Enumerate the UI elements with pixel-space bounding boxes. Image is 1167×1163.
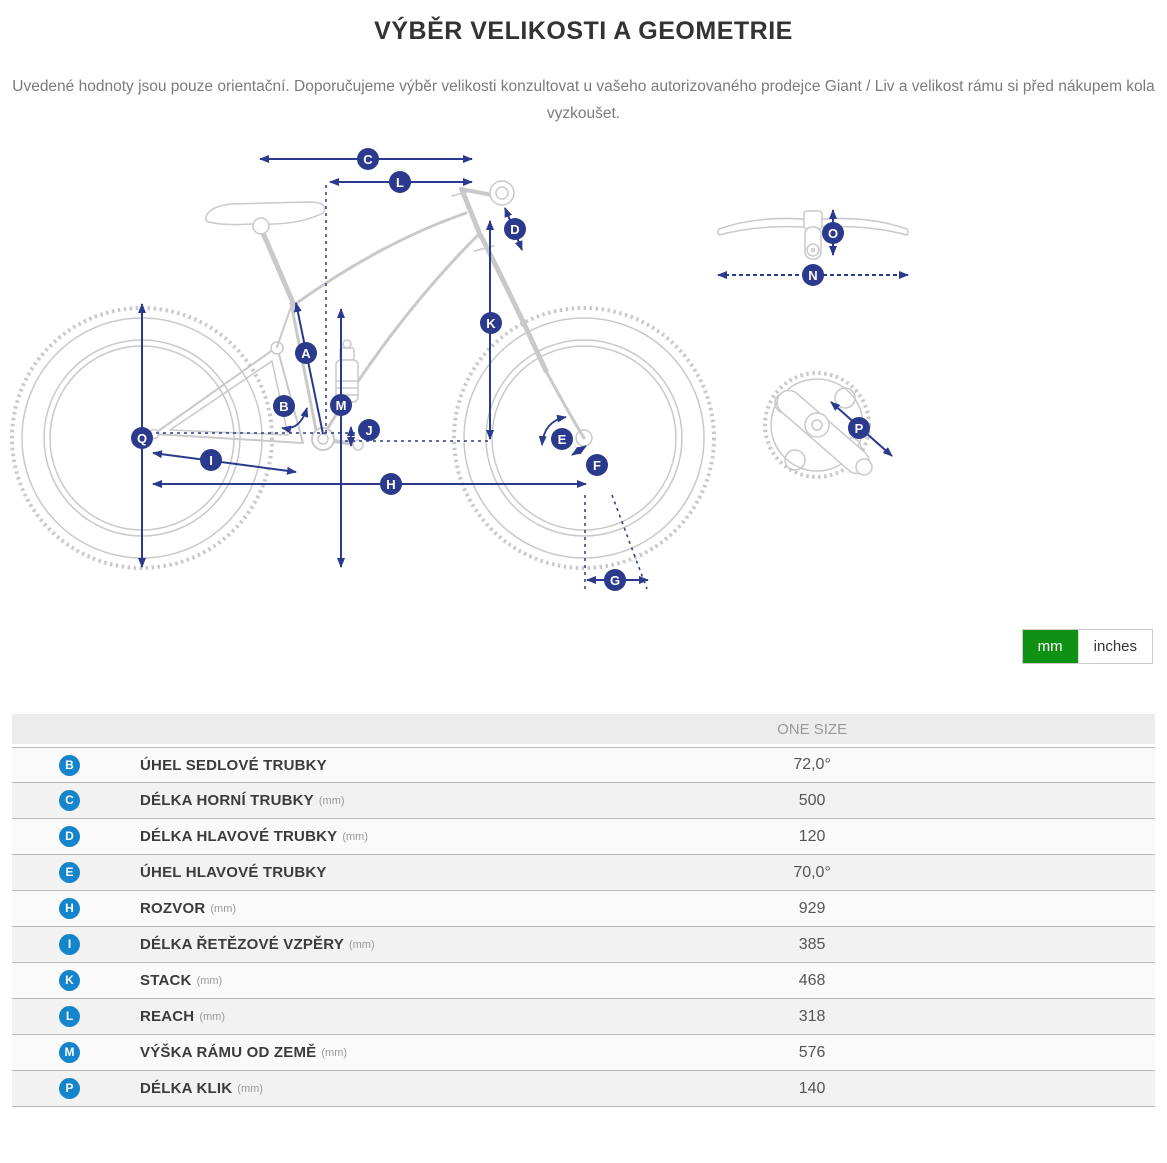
unit-toggle-row: [0, 629, 1153, 664]
svg-text:A: A: [301, 346, 311, 361]
row-value: 70,0°: [793, 863, 831, 881]
row-unit: (mm): [321, 1046, 348, 1059]
row-value: 385: [798, 935, 826, 953]
row-letter-badge: L: [59, 1006, 80, 1027]
svg-text:C: C: [363, 152, 373, 167]
svg-text:D: D: [510, 222, 520, 237]
svg-text:M: M: [335, 398, 347, 413]
row-label: DÉLKA ŘETĚZOVÉ VZPĚRY: [140, 936, 344, 953]
table-row: [12, 999, 1155, 1035]
row-unit: (mm): [318, 794, 345, 807]
svg-text:F: F: [593, 458, 601, 473]
row-label-cell: [12, 790, 469, 811]
svg-text:B: B: [279, 399, 289, 414]
row-value: 468: [798, 971, 826, 989]
row-label: VÝŠKA RÁMU OD ZEMĚ: [140, 1044, 317, 1061]
table-body: [12, 747, 1155, 1107]
row-label-cell: [12, 862, 469, 883]
row-label-cell: [12, 1078, 469, 1099]
diagram-label-b: [273, 395, 295, 417]
svg-text:O: O: [827, 226, 839, 241]
svg-text:G: G: [609, 573, 621, 588]
row-label-cell: [12, 1042, 469, 1063]
row-letter-badge: M: [59, 1042, 80, 1063]
svg-text:P: P: [854, 421, 864, 436]
row-letter-badge: B: [59, 755, 80, 776]
row-unit: (mm): [196, 974, 223, 987]
row-label-cell: [12, 826, 469, 847]
mm-button[interactable]: mm: [1023, 630, 1078, 663]
row-label: ROZVOR: [140, 900, 206, 917]
row-value: 318: [798, 1007, 826, 1025]
row-label: ÚHEL SEDLOVÉ TRUBKY: [140, 756, 327, 774]
diagram-label-k: [480, 312, 502, 334]
table-row: [12, 855, 1155, 891]
row-value: 929: [798, 899, 826, 917]
row-label-cell: [12, 934, 469, 955]
page-subtitle: Uvedené hodnoty jsou pouze orientační. Doporučujeme výběr velikosti konzultovat u vašeho autorizovaného prodejce Giant / Liv a velikost rámu si před nákupem kola vyzkoušet.: [12, 78, 1155, 122]
row-letter-badge: D: [59, 826, 80, 847]
svg-text:Q: Q: [136, 431, 148, 446]
svg-text:N: N: [808, 268, 818, 283]
svg-text:K: K: [486, 316, 496, 331]
row-label: REACH: [140, 1008, 195, 1025]
row-value: 72,0°: [793, 756, 831, 773]
diagram-label-a: [295, 342, 317, 364]
bike-geometry-svg: [0, 133, 940, 601]
table-row: [12, 1035, 1155, 1071]
diagram-label-l: [389, 171, 411, 193]
table-row: [12, 819, 1155, 855]
row-value: 500: [798, 791, 826, 809]
row-value: 576: [798, 1043, 826, 1061]
diagram-label-q: [131, 427, 153, 449]
svg-text:I: I: [209, 453, 213, 468]
table-row: [12, 963, 1155, 999]
page-title: VÝBĚR VELIKOSTI A GEOMETRIE: [374, 17, 793, 45]
diagram-label-i: [200, 449, 222, 471]
row-value: 140: [798, 1079, 826, 1097]
row-unit: (mm): [210, 902, 237, 915]
svg-text:E: E: [557, 432, 567, 447]
diagram-label-o: [822, 222, 844, 244]
row-label: DÉLKA HLAVOVÉ TRUBKY: [140, 828, 338, 845]
geometry-diagram: [0, 133, 1167, 603]
geometry-table: [12, 714, 1155, 1107]
svg-text:J: J: [365, 423, 373, 438]
row-label: DÉLKA KLIK: [140, 1080, 233, 1097]
row-letter-badge: I: [59, 934, 80, 955]
inches-button[interactable]: inches: [1078, 630, 1152, 663]
row-unit: (mm): [342, 830, 368, 843]
table-row: [12, 783, 1155, 819]
diagram-label-h: [380, 473, 402, 495]
table-row: [12, 747, 1155, 783]
row-letter-badge: C: [59, 790, 80, 811]
row-label-cell: [12, 970, 469, 991]
row-unit: (mm): [348, 938, 375, 951]
diagram-label-d: [504, 218, 526, 240]
diagram-label-f: [586, 454, 608, 476]
row-unit: (mm): [199, 1010, 225, 1023]
row-letter-badge: K: [59, 970, 80, 991]
diagram-label-j: [358, 419, 380, 441]
table-row: [12, 891, 1155, 927]
table-row: [12, 1071, 1155, 1107]
row-label: ÚHEL HLAVOVÉ TRUBKY: [140, 864, 327, 881]
diagram-label-m: [330, 394, 352, 416]
row-label-cell: [12, 1006, 469, 1027]
row-letter-badge: H: [59, 898, 80, 919]
diagram-label-n: [802, 264, 824, 286]
row-unit: (mm): [237, 1082, 263, 1095]
diagram-label-g: [604, 569, 626, 591]
row-label-cell: [12, 898, 469, 919]
table-row: [12, 927, 1155, 963]
row-letter-badge: P: [59, 1078, 80, 1099]
diagram-label-e: [551, 428, 573, 450]
row-label-cell: [12, 755, 469, 776]
table-header-row: [12, 714, 1155, 744]
svg-text:L: L: [396, 175, 404, 190]
diagram-label-c: [357, 148, 379, 170]
row-label: DÉLKA HORNÍ TRUBKY: [140, 792, 314, 809]
svg-text:H: H: [386, 477, 396, 492]
unit-toggle: [1022, 629, 1153, 664]
row-label: STACK: [140, 972, 192, 989]
row-value: 120: [798, 827, 826, 845]
bike-illustration: [12, 181, 908, 568]
diagram-label-p: [848, 417, 870, 439]
size-column-header: ONE SIZE: [777, 720, 848, 738]
row-letter-badge: E: [59, 862, 80, 883]
